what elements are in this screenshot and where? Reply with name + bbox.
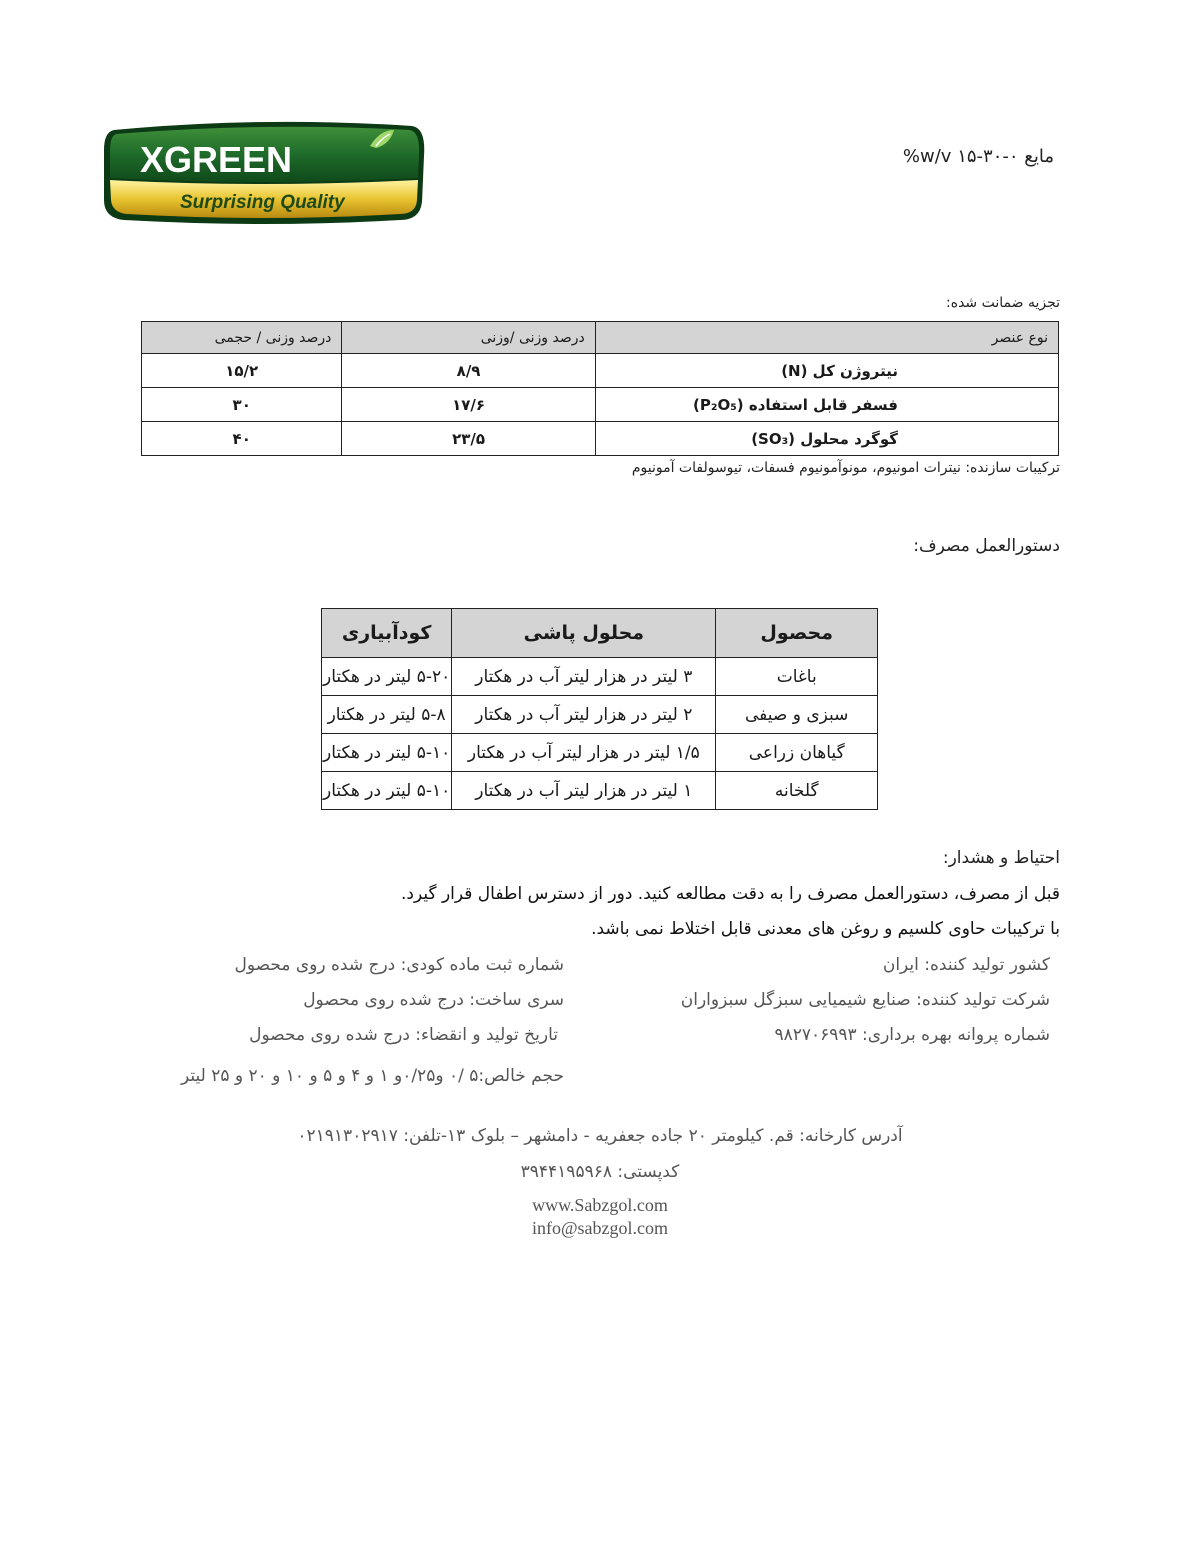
registration-number: شماره ثبت ماده کودی: درج شده روی محصول — [234, 955, 564, 975]
value-wv: ۳۰ — [142, 388, 342, 422]
element-name: نیتروژن کل (N) — [595, 354, 1058, 388]
header-weight-weight: درصد وزنی /وزنی — [342, 322, 595, 354]
usage-table — [321, 608, 878, 810]
product-grade: مایع ۰-۳۰-۱۵ w/v% — [902, 146, 1054, 167]
postal-code: کدپستی: ۳۹۴۴۱۹۵۹۶۸ — [520, 1162, 680, 1182]
fertigation-rate: ۵-۲۰ لیتر در هکتار — [322, 658, 452, 696]
analysis-title: تجزیه ضمانت شده: — [946, 295, 1060, 311]
usage-header-row — [322, 609, 878, 658]
value-ww: ۲۳/۵ — [342, 422, 595, 456]
fertigation-rate: ۵-۸ لیتر در هکتار — [322, 696, 452, 734]
country-of-origin: کشور تولید کننده: ایران — [882, 955, 1050, 975]
header-fertigation: کودآبیاری — [322, 609, 452, 658]
net-volume: حجم خالص:۵ /۰ و۰/۲۵و ۱ و ۴ و ۵ و ۱۰ و ۲۰ و ۲۵ لیتر — [180, 1066, 564, 1086]
element-name: گوگرد محلول (SO₃) — [595, 422, 1058, 456]
value-ww: ۸/۹ — [342, 354, 595, 388]
license-number: شماره پروانه بهره برداری: ۹۸۲۷۰۶۹۹۳ — [774, 1025, 1050, 1045]
table-row — [142, 354, 1059, 388]
spray-rate: ۱ لیتر در هزار لیتر آب در هکتار — [452, 772, 716, 810]
xgreen-logo — [100, 116, 426, 226]
email-link[interactable]: info@sabzgol.com — [531, 1218, 669, 1238]
analysis-header-row — [142, 322, 1059, 354]
header-weight-volume: درصد وزنی / حجمی — [142, 322, 342, 354]
crop: گلخانه — [716, 772, 878, 810]
usage-title: دستورالعمل مصرف: — [913, 536, 1060, 556]
crop: باغات — [716, 658, 878, 696]
table-row — [322, 772, 878, 810]
spray-rate: ۱/۵ لیتر در هزار لیتر آب در هکتار — [452, 734, 716, 772]
value-wv: ۱۵/۲ — [142, 354, 342, 388]
logo-brand: XGREEN — [140, 139, 293, 180]
table-row — [142, 388, 1059, 422]
header-spray: محلول پاشی — [452, 609, 716, 658]
spray-rate: ۲ لیتر در هزار لیتر آب در هکتار — [452, 696, 716, 734]
table-row — [322, 658, 878, 696]
value-ww: ۱۷/۶ — [342, 388, 595, 422]
factory-address: آدرس کارخانه: قم. کیلومتر ۲۰ جاده جعفریه - دامشهر – بلوک ۱۳-تلفن: ۰۲۱۹۱۳۰۲۹۱۷ — [297, 1126, 903, 1146]
value-wv: ۴۰ — [142, 422, 342, 456]
production-expiry-dates: تاریخ تولید و انقضاء: درج شده روی محصول — [249, 1025, 558, 1045]
warning-text: با ترکیبات حاوی کلسیم و روغن های معدنی قابل اختلاط نمی باشد. — [591, 919, 1060, 939]
components-text: ترکیبات سازنده: نیترات امونیوم، مونوآمونیوم فسفات، تیوسولفات آمونیوم — [631, 460, 1060, 476]
analysis-table — [141, 321, 1059, 456]
fertigation-rate: ۵-۱۰ لیتر در هکتار — [322, 734, 452, 772]
crop: گیاهان زراعی — [716, 734, 878, 772]
table-row — [322, 696, 878, 734]
header-crop: محصول — [716, 609, 878, 658]
warning-title: احتیاط و هشدار: — [942, 848, 1060, 868]
table-row — [322, 734, 878, 772]
manufacturer: شرکت تولید کننده: صنایع شیمیایی سبزگل سبزواران — [680, 990, 1050, 1010]
table-row — [142, 422, 1059, 456]
fertigation-rate: ۵-۱۰ لیتر در هکتار — [322, 772, 452, 810]
spray-rate: ۳ لیتر در هزار لیتر آب در هکتار — [452, 658, 716, 696]
website-link[interactable]: www.Sabzgol.com — [532, 1195, 668, 1215]
warning-text: قبل از مصرف، دستورالعمل مصرف را به دقت مطالعه کنید. دور از دسترس اطفال قرار گیرد. — [400, 884, 1060, 904]
crop: سبزی و صیفی — [716, 696, 878, 734]
batch-series: سری ساخت: درج شده روی محصول — [303, 990, 564, 1010]
header-element: نوع عنصر — [595, 322, 1058, 354]
element-name: فسفر قابل استفاده (P₂O₅) — [595, 388, 1058, 422]
logo-tagline: Surprising Quality — [180, 192, 345, 213]
